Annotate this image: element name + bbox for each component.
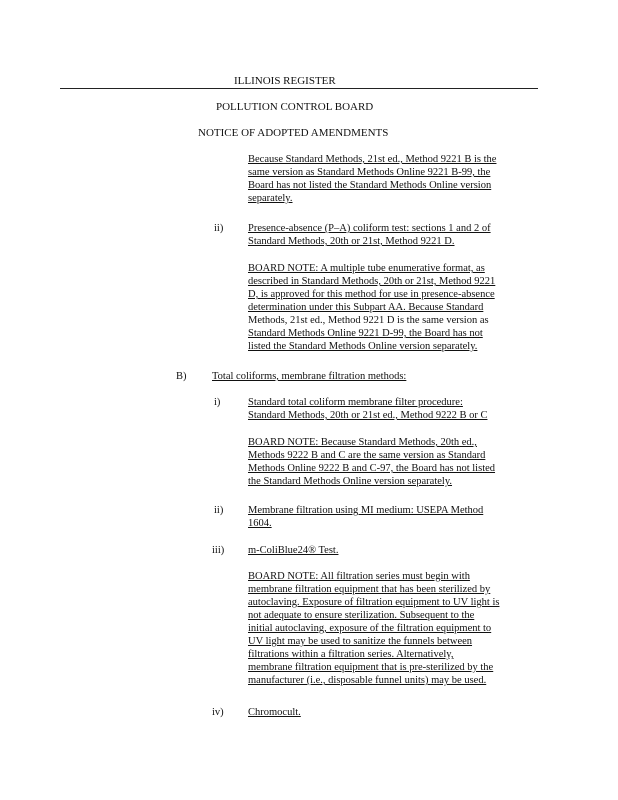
item-text-iv: Chromocult. bbox=[248, 707, 301, 718]
notice-title: NOTICE OF ADOPTED AMENDMENTS bbox=[198, 127, 389, 139]
item-text-i: Standard total coliform membrane filter procedure: Standard Methods, 20th or 21st ed., Method 9222 B or C bbox=[248, 397, 488, 421]
board-title: POLLUTION CONTROL BOARD bbox=[216, 101, 374, 113]
item-text-ii-2: Membrane filtration using MI medium: USEPA Method 1604. bbox=[248, 505, 484, 529]
board-note-1: BOARD NOTE: A multiple tube enumerative format, as described in Standard Methods, 20th or 21st, Method 9221 D, is approved for this method for use in presence-absence determination under this Subpart AA. Because Standard Methods, 21st ed., Method 9221 D is the same version as Standard Methods Online 9221 D-99, the Board has not listed the Standard Methods Online version separately. bbox=[248, 263, 496, 352]
board-note-2: BOARD NOTE: Because Standard Methods, 20th ed., Methods 9222 B and C are the same version as Standard Methods Online 9222 B and C-97, the Board has not listed the Standard Methods Online version separately. bbox=[248, 437, 496, 487]
register-title: ILLINOIS REGISTER bbox=[234, 75, 336, 87]
item-label-iii: iii) bbox=[212, 545, 225, 556]
item-text-iii: m-ColiBlue24® Test. bbox=[248, 545, 339, 556]
paragraph-9221b-note: Because Standard Methods, 21st ed., Method 9221 B is the same version as Standard Methods Online 9221 B-99, the Board has not listed the Standard Methods Online version separately. bbox=[248, 154, 497, 204]
item-label-i: i) bbox=[214, 397, 221, 408]
item-text-B: Total coliforms, membrane filtration methods: bbox=[212, 371, 407, 382]
header-rule bbox=[60, 88, 538, 89]
board-note-3: BOARD NOTE: All filtration series must begin with membrane filtration equipment that has been sterilized by autoclaving. Exposure of filtration equipment to UV light is not adequate to ensure sterilization. Subsequent to the initial autoclaving, exposure of the filtration equipment to UV light may be used to sanitize the funnels between filtrations within a filtration series. Alternatively, membrane filtration equipment that is pre-sterilized by the manufacturer (i.e., disposable funnel units) may be used. bbox=[248, 571, 500, 686]
item-label-iv: iv) bbox=[212, 707, 224, 718]
item-text-ii: Presence-absence (P–A) coliform test: sections 1 and 2 of Standard Methods, 20th or 21st, Method 9221 D. bbox=[248, 223, 491, 247]
item-label-B: B) bbox=[176, 371, 187, 382]
item-label-ii-2: ii) bbox=[214, 505, 224, 516]
item-label-ii: ii) bbox=[214, 223, 224, 234]
